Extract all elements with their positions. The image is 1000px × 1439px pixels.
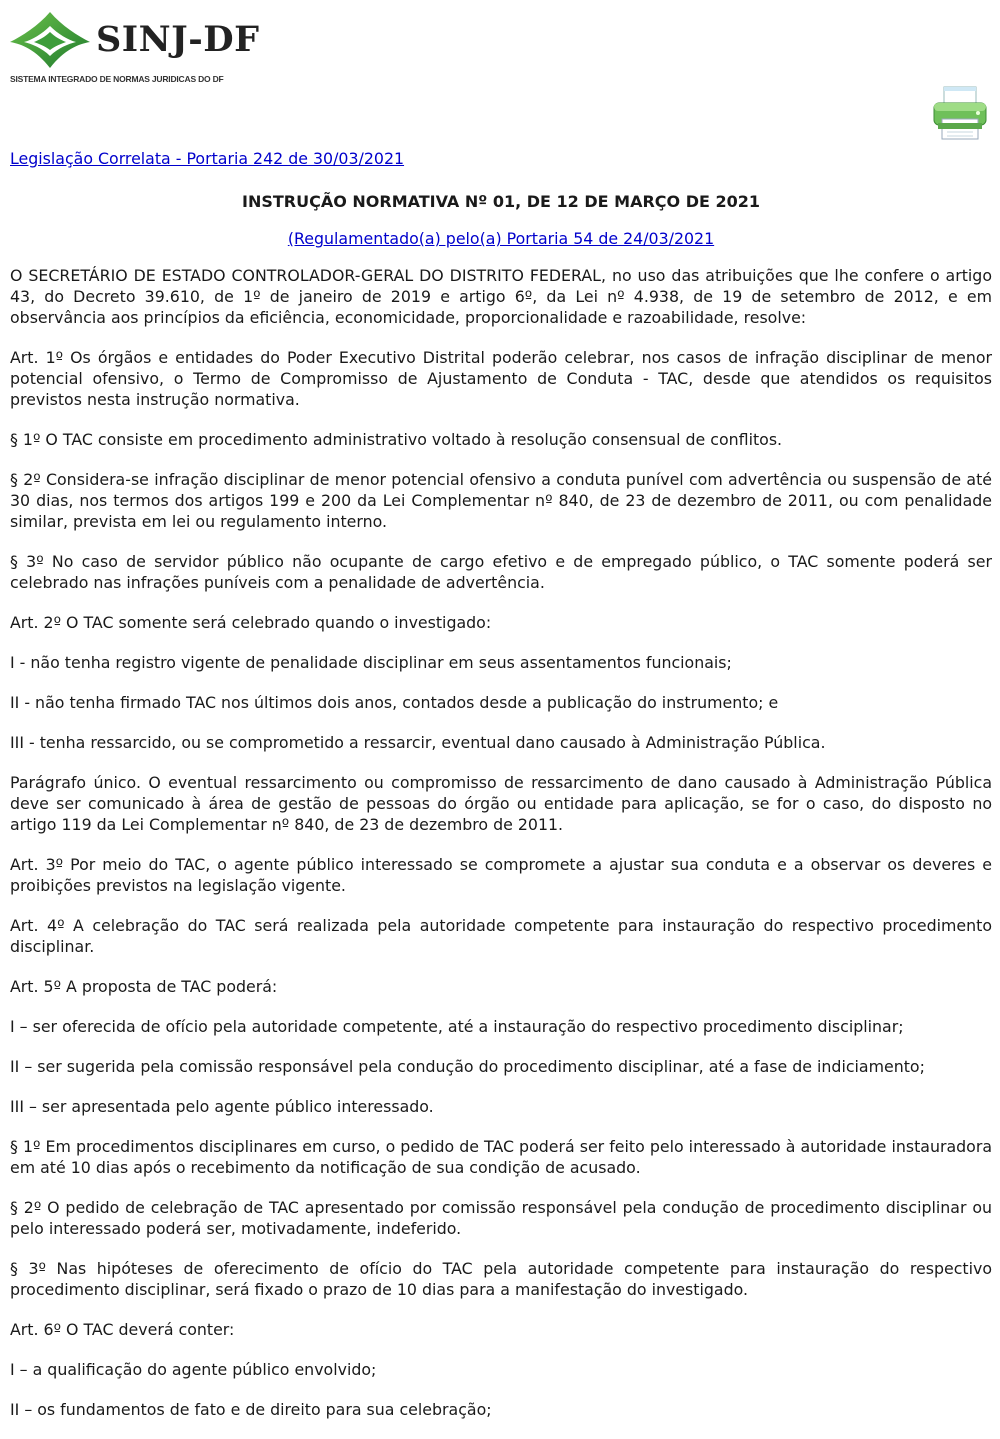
document-body — [10, 148, 992, 1439]
document-paragraph: Art. 1º Os órgãos e entidades do Poder Executivo Distrital poderão celebrar, nos casos de infração disciplinar de menor potencial ofensivo, o Termo de Compromisso de Ajustamento de Conduta - TAC, desde que atendidos os requisitos previstos nesta instrução normativa. — [10, 348, 992, 409]
document-paragraph: O SECRETÁRIO DE ESTADO CONTROLADOR-GERAL DO DISTRITO FEDERAL, no uso das atribuições que lhe confere o artigo 43, do Decreto 39.610, de 1º de janeiro de 2019 e artigo 6º, da Lei nº 4.938, de 19 de setembro de 2012, e em observância aos princípios da eficiência, economicidade, proporcionalidade e razoabilidade, resolve: — [10, 266, 992, 327]
site-header — [8, 10, 308, 90]
document-paragraph: § 2º O pedido de celebração de TAC apresentado por comissão responsável pela condução de procedimento disciplinar ou pelo interessado poderá ser, motivadamente, indeferido. — [10, 1198, 992, 1238]
document-paragraph: I – ser oferecida de ofício pela autoridade competente, até a instauração do respectivo procedimento disciplinar; — [10, 1017, 904, 1036]
document-paragraph: § 2º Considera-se infração disciplinar de menor potencial ofensivo a conduta punível com advertência ou suspensão de até 30 dias, nos termos dos artigos 199 e 200 da Lei Complementar nº 840, de 23 de dezembro de 2011, ou com penalidade similar, prevista em lei ou regulamento interno. — [10, 470, 992, 531]
related-legislation-link[interactable]: Legislação Correlata - Portaria 242 de 30/03/2021 — [10, 149, 405, 168]
document-paragraph: § 3º Nas hipóteses de oferecimento de ofício do TAC pela autoridade competente para instauração do respectivo procedimento disciplinar, será fixado o prazo de 10 dias para a manifestação do investigado. — [10, 1259, 992, 1299]
document-paragraph: Art. 2º O TAC somente será celebrado quando o investigado: — [10, 613, 492, 632]
regulated-by-link[interactable]: (Regulamentado(a) pelo(a) Portaria 54 de 24/03/2021 — [287, 229, 715, 248]
document-paragraph: II – os fundamentos de fato e de direito para sua celebração; — [10, 1400, 492, 1419]
document-paragraph: Art. 5º A proposta de TAC poderá: — [10, 977, 278, 996]
document-paragraph: I - não tenha registro vigente de penalidade disciplinar em seus assentamentos funcionais; — [10, 653, 732, 672]
document-paragraph: § 1º Em procedimentos disciplinares em curso, o pedido de TAC poderá ser feito pelo interessado à autoridade instauradora em até 10 dias após o recebimento da notificação de sua condição de acusado. — [10, 1137, 992, 1177]
regulated-row — [10, 228, 992, 249]
document-paragraph: I – a qualificação do agente público envolvido; — [10, 1360, 377, 1379]
document-paragraph: § 3º No caso de servidor público não ocupante de cargo efetivo e de empregado público, o TAC somente poderá ser celebrado nas infrações puníveis com a penalidade de advertência. — [10, 552, 992, 592]
document-paragraph: Art. 6º O TAC deverá conter: — [10, 1320, 235, 1339]
document-paragraph: II - não tenha firmado TAC nos últimos dois anos, contados desde a publicação do instrumento; e — [10, 693, 779, 712]
document-paragraph: III - tenha ressarcido, ou se comprometido a ressarcir, eventual dano causado à Administração Pública. — [10, 733, 826, 752]
related-legislation-row — [10, 148, 992, 169]
document-title: INSTRUÇÃO NORMATIVA Nº 01, DE 12 DE MARÇO DE 2021 — [241, 192, 761, 211]
sinj-logo-icon[interactable] — [8, 10, 92, 72]
printer-icon[interactable] — [930, 85, 990, 143]
document-paragraph: Art. 4º A celebração do TAC será realizada pela autoridade competente para instauração do respectivo procedimento disciplinar. — [10, 916, 992, 956]
document-paragraph: III – ser apresentada pelo agente público interessado. — [10, 1097, 434, 1116]
document-paragraph: II – ser sugerida pela comissão responsável pela condução do procedimento disciplinar, até a fase de indiciamento; — [10, 1057, 925, 1076]
logo-text: SINJ-DF — [96, 19, 260, 60]
document-paragraph: § 1º O TAC consiste em procedimento administrativo voltado à resolução consensual de conflitos. — [10, 430, 783, 449]
logo-subtitle: SISTEMA INTEGRADO DE NORMAS JURIDICAS DO DF — [10, 74, 224, 84]
document-paragraph: Parágrafo único. O eventual ressarcimento ou compromisso de ressarcimento de dano causado à Administração Pública deve ser comunicado à área de gestão de pessoas do órgão ou entidade para aplicação, se for o caso, do disposto no artigo 119 da Lei Complementar nº 840, de 23 de dezembro de 2011. — [10, 773, 992, 834]
document-paragraph: Art. 3º Por meio do TAC, o agente público interessado se compromete a ajustar sua conduta e a observar os deveres e proibições previstos na legislação vigente. — [10, 855, 992, 895]
paragraph-list — [10, 265, 992, 1420]
